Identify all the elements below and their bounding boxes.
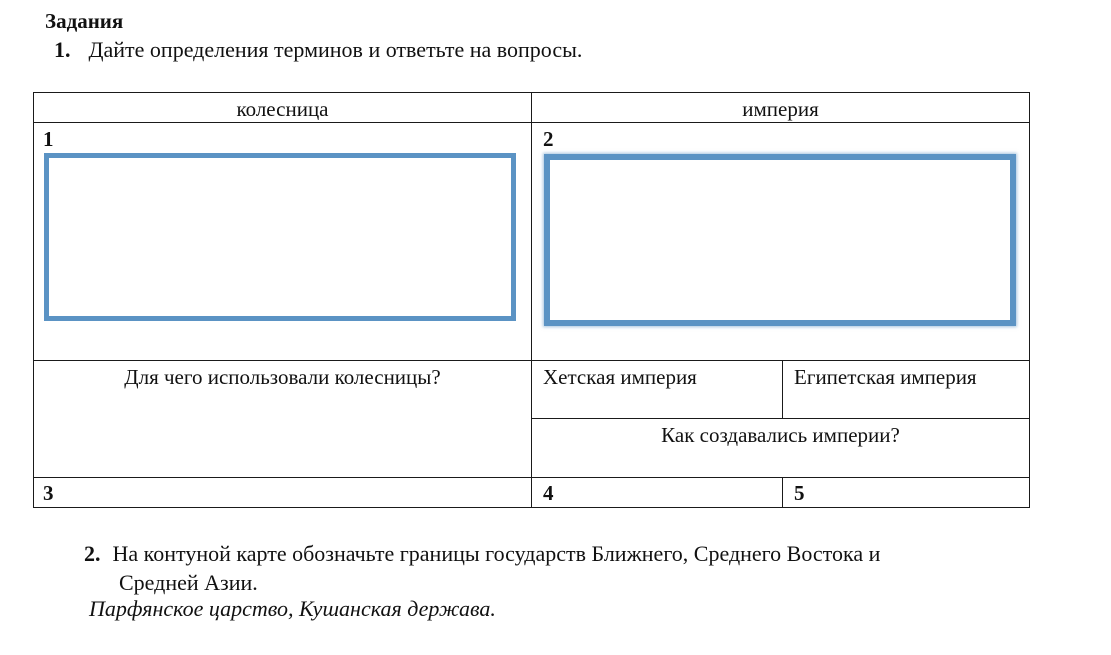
task-2-number: 2. [84,541,101,566]
task-2-instruction [84,539,1044,597]
task-2-line-1: На контуной карте обозначьте границы государств Ближнего, Среднего Востока и [112,541,881,566]
cell-number-4: 4 [543,481,554,505]
header-empire: империя [742,97,819,121]
table-border-left [33,92,34,508]
answer-box-chariot[interactable] [44,153,516,321]
cell-number-3: 3 [43,481,54,505]
label-hittite-empire: Хетская империя [543,365,697,389]
label-egyptian-empire: Египетская империя [794,365,977,389]
table-empires-column-divider [782,360,783,419]
question-chariot-use: Для чего использовали колесницы? [124,365,441,389]
header-chariot: колесница [236,97,329,121]
table-empires-divider [531,418,1030,419]
cell-number-1: 1 [43,127,54,151]
section-heading: Задания [45,9,124,33]
task-1-text: Дайте определения терминов и ответьте на вопросы. [88,37,583,62]
question-empire-creation: Как создавались империи? [661,423,900,447]
table-footer-column-divider [782,477,783,508]
cell-number-5: 5 [794,481,805,505]
table-border-right [1029,92,1030,508]
answer-box-empire[interactable] [544,154,1016,326]
cell-number-2: 2 [543,127,554,151]
task-1-instruction [54,37,582,63]
task-2-line-2: Средней Азии. [119,570,258,595]
task-1-number: 1. [54,37,71,62]
task-2-places: Парфянское царство, Кушанская держава. [89,596,496,621]
